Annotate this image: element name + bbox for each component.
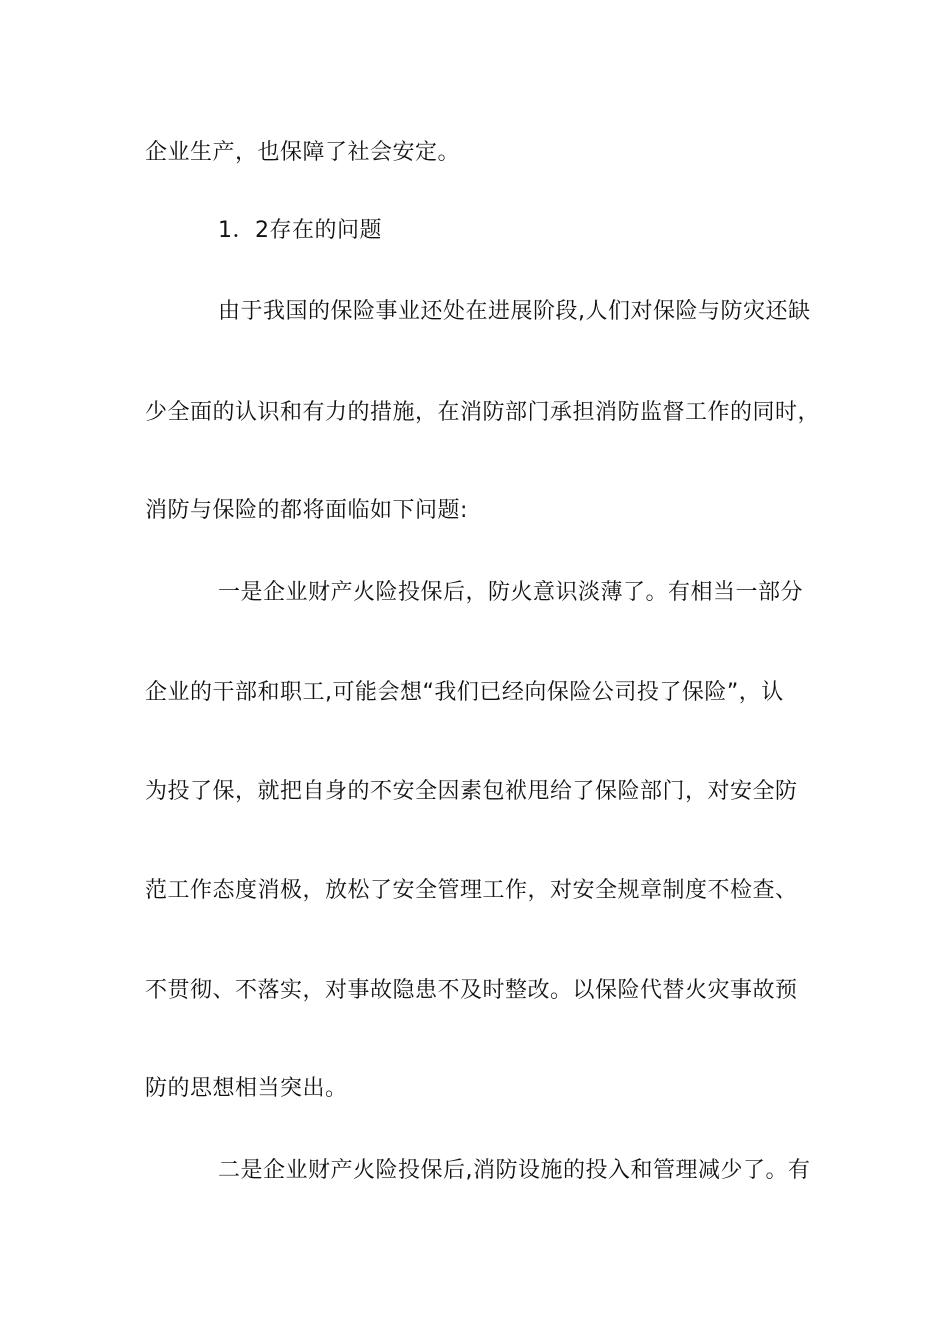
- paragraph-line: 防的思想相当突出。: [145, 1076, 348, 1101]
- paragraph-line: 二是企业财产火险投保后,消防设施的投入和管理减少了。有: [218, 1158, 811, 1183]
- paragraph-line: 少全面的认识和有力的措施，在消防部门承担消防监督工作的同时，: [145, 400, 821, 425]
- paragraph-line: 企业的干部和职工,可能会想“我们已经向保险公司投了保险”，认: [145, 680, 784, 705]
- paragraph-line: 消防与保险的都将面临如下问题:: [145, 498, 468, 523]
- section-heading: 1．2存在的问题: [218, 218, 382, 243]
- paragraph-line: 由于我国的保险事业还处在进展阶段,人们对保险与防灾还缺: [218, 299, 811, 324]
- paragraph-line: 为投了保，就把自身的不安全因素包袱甩给了保险部门，对安全防: [145, 779, 798, 804]
- paragraph-line: 范工作态度消极，放松了安全管理工作，对安全规章制度不检查、: [145, 878, 798, 903]
- paragraph-line: 不贯彻、不落实，对事故隐患不及时整改。以保险代替火灾事故预: [145, 978, 798, 1003]
- paragraph-line: 一是企业财产火险投保后，防火意识淡薄了。有相当一部分: [218, 580, 804, 605]
- paragraph-line: 企业生产，也保障了社会安定。: [145, 140, 461, 165]
